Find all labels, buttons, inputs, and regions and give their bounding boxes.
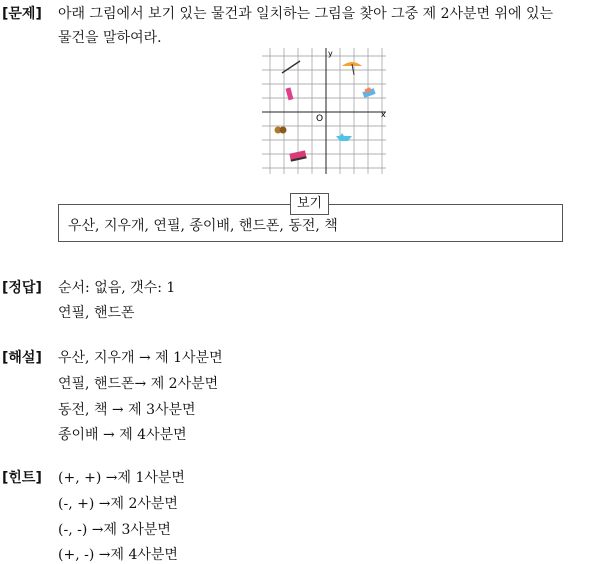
problem-text-line-1: 아래 그림에서 보기 있는 물건과 일치하는 그림을 찾아 그중 제 2사분면 위에 있는 [58,6,554,22]
book-icon [289,150,306,161]
explanation-line-3: 동전, 책 → 제 3사분면 [58,402,196,418]
eraser-icon [362,87,375,98]
explanation-line-2: 연필, 핸드폰→ 제 2사분면 [58,376,219,392]
y-axis-label: y [328,49,333,58]
answer-line-2: 연필, 핸드폰 [58,305,135,321]
problem-text-line-2: 물건을 말하여라. [58,30,162,46]
hint-line-3: (-, -) →제 3사분면 [58,522,171,538]
hint-line-2: (-, +) →제 2사분면 [58,496,178,512]
coordinate-plane-figure [262,48,388,174]
explanation-line-1: 우산, 지우개 → 제 1사분면 [58,350,223,366]
hint-line-1: (+, +) →제 1사분면 [58,470,185,486]
answer-line-1: 순서: 없음, 갯수: 1 [58,280,176,296]
axes [262,48,386,174]
coins-icon [275,127,287,134]
origin-label: O [316,114,324,124]
explanation-line-4: 종이배 → 제 4사분면 [58,427,187,443]
x-axis-label: x [381,110,386,119]
choices-text: 우산, 지우개, 연필, 종이배, 핸드폰, 동전, 책 [68,218,338,234]
pencil-icon [282,61,300,73]
hint-tag: [힌트] [2,470,42,486]
cellphone-icon [286,87,294,100]
explanation-tag: [해설] [2,350,42,366]
umbrella-icon [342,62,362,75]
choices-title: 보기 [290,193,329,215]
grid-lines [262,48,386,174]
hint-line-4: (+, -) →제 4사분면 [58,547,178,563]
answer-tag: [정답] [2,280,42,296]
problem-tag: [문제] [2,6,42,22]
